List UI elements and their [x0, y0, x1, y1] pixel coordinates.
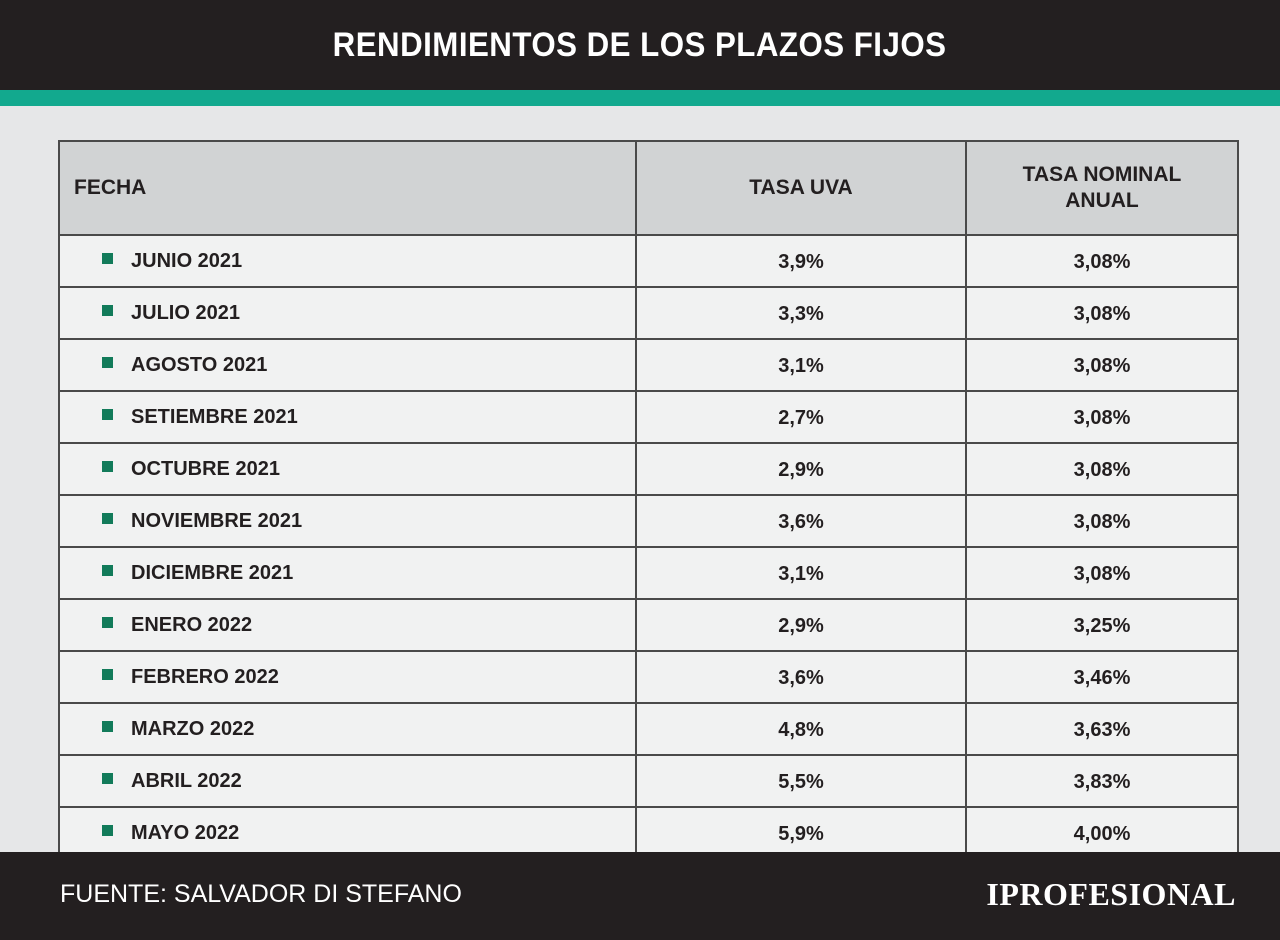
column-header-tasa-uva: TASA UVA	[636, 141, 966, 235]
data-table-container	[58, 140, 1216, 845]
cell-tasa-nominal: 3,08%	[966, 547, 1238, 599]
source-credit: FUENTE: SALVADOR DI STEFANO	[60, 880, 462, 908]
page-title: RENDIMIENTOS DE LOS PLAZOS FIJOS	[333, 25, 947, 64]
cell-tasa-nominal: 3,08%	[966, 495, 1238, 547]
cell-fecha	[59, 495, 636, 547]
cell-tasa-uva: 5,9%	[636, 807, 966, 859]
column-header-fecha: FECHA	[59, 141, 636, 235]
table-body	[59, 235, 1238, 859]
cell-tasa-uva: 3,3%	[636, 287, 966, 339]
table-row	[59, 547, 1238, 599]
table-row	[59, 599, 1238, 651]
table-row	[59, 391, 1238, 443]
table-row	[59, 651, 1238, 703]
brand-logo: IPROFESIONAL	[986, 876, 1236, 912]
cell-tasa-nominal: 3,63%	[966, 703, 1238, 755]
cell-tasa-uva: 3,1%	[636, 547, 966, 599]
cell-tasa-nominal: 3,46%	[966, 651, 1238, 703]
cell-tasa-nominal: 3,08%	[966, 391, 1238, 443]
square-bullet-icon	[102, 409, 113, 420]
cell-tasa-nominal: 4,00%	[966, 807, 1238, 859]
row-date-label: MAYO 2022	[131, 822, 240, 844]
cell-tasa-nominal: 3,08%	[966, 235, 1238, 287]
square-bullet-icon	[102, 617, 113, 628]
square-bullet-icon	[102, 253, 113, 264]
square-bullet-icon	[102, 513, 113, 524]
cell-fecha	[59, 651, 636, 703]
accent-bar	[0, 90, 1280, 106]
cell-tasa-nominal: 3,08%	[966, 443, 1238, 495]
table-row	[59, 287, 1238, 339]
cell-fecha	[59, 599, 636, 651]
row-date-label: MARZO 2022	[131, 718, 255, 740]
square-bullet-icon	[102, 357, 113, 368]
table-row	[59, 495, 1238, 547]
row-date-label: JULIO 2021	[131, 302, 240, 324]
cell-fecha	[59, 287, 636, 339]
table-row	[59, 339, 1238, 391]
cell-tasa-uva: 5,5%	[636, 755, 966, 807]
cell-fecha	[59, 703, 636, 755]
square-bullet-icon	[102, 565, 113, 576]
row-date-label: JUNIO 2021	[131, 250, 243, 272]
cell-fecha	[59, 391, 636, 443]
cell-fecha	[59, 235, 636, 287]
table-header-row	[59, 141, 1238, 235]
column-header-tasa-nominal: TASA NOMINAL ANUAL	[966, 141, 1238, 235]
cell-tasa-uva: 2,9%	[636, 599, 966, 651]
row-date-label: AGOSTO 2021	[131, 354, 268, 376]
row-date-label: ENERO 2022	[131, 614, 253, 636]
cell-fecha	[59, 339, 636, 391]
rates-table	[58, 140, 1239, 860]
cell-fecha	[59, 755, 636, 807]
header-bar	[0, 0, 1280, 90]
square-bullet-icon	[102, 773, 113, 784]
cell-tasa-uva: 4,8%	[636, 703, 966, 755]
row-date-label: NOVIEMBRE 2021	[131, 510, 303, 532]
cell-fecha	[59, 443, 636, 495]
row-date-label: SETIEMBRE 2021	[131, 406, 298, 428]
cell-tasa-uva: 3,1%	[636, 339, 966, 391]
square-bullet-icon	[102, 825, 113, 836]
table-row	[59, 703, 1238, 755]
row-date-label: DICIEMBRE 2021	[131, 562, 294, 584]
table-row	[59, 755, 1238, 807]
row-date-label: ABRIL 2022	[131, 770, 242, 792]
cell-tasa-nominal: 3,25%	[966, 599, 1238, 651]
table-row	[59, 235, 1238, 287]
square-bullet-icon	[102, 721, 113, 732]
cell-tasa-uva: 2,7%	[636, 391, 966, 443]
cell-tasa-uva: 2,9%	[636, 443, 966, 495]
cell-tasa-nominal: 3,08%	[966, 287, 1238, 339]
cell-tasa-nominal: 3,08%	[966, 339, 1238, 391]
row-date-label: FEBRERO 2022	[131, 666, 279, 688]
row-date-label: OCTUBRE 2021	[131, 458, 280, 480]
square-bullet-icon	[102, 669, 113, 680]
square-bullet-icon	[102, 305, 113, 316]
cell-fecha	[59, 547, 636, 599]
cell-tasa-uva: 3,6%	[636, 651, 966, 703]
cell-tasa-uva: 3,6%	[636, 495, 966, 547]
square-bullet-icon	[102, 461, 113, 472]
table-row	[59, 443, 1238, 495]
cell-tasa-uva: 3,9%	[636, 235, 966, 287]
cell-tasa-nominal: 3,83%	[966, 755, 1238, 807]
